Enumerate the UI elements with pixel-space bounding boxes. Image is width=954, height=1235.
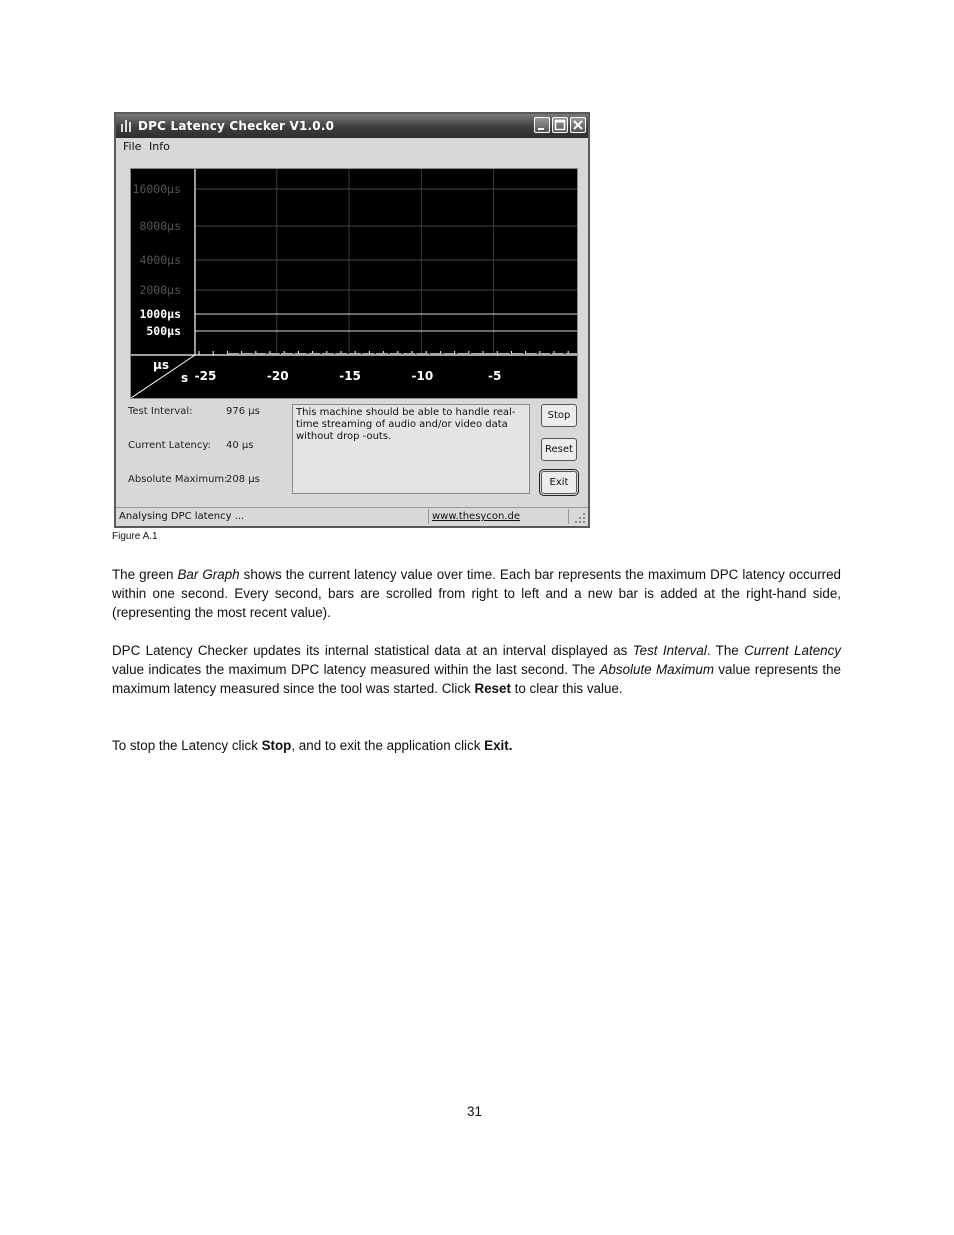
status-message-box: This machine should be able to handle real-time streaming of audio and/or video data without drop -outs. xyxy=(292,404,530,494)
latency-bar xyxy=(322,353,334,355)
stop-button[interactable]: Stop xyxy=(541,404,577,427)
paragraph-statistics xyxy=(112,641,841,698)
paragraph-run: , and to exit the application click xyxy=(291,738,485,753)
y-axis-label: 500µs xyxy=(146,324,181,338)
close-icon[interactable] xyxy=(570,117,586,133)
x-tick-label: -25 xyxy=(194,369,217,383)
latency-bar xyxy=(335,353,347,355)
paragraph-run: To stop the Latency click xyxy=(112,738,262,753)
paragraph-run: Current Latency xyxy=(744,643,842,658)
current-latency-value: 40 µs xyxy=(226,440,254,451)
test-interval-value: 976 µs xyxy=(226,406,260,417)
app-window xyxy=(114,112,590,528)
current-latency-label: Current Latency: xyxy=(128,440,211,451)
latency-bar xyxy=(552,353,564,355)
latency-bar xyxy=(444,353,456,355)
paragraph-run: value indicates the maximum DPC latency measured within the last second. The xyxy=(112,662,600,677)
title-bar[interactable] xyxy=(116,114,588,138)
maximize-icon[interactable] xyxy=(552,117,568,133)
test-interval-label: Test Interval: xyxy=(128,406,193,417)
latency-bar xyxy=(362,353,374,355)
paragraph-run: DPC Latency Checker updates its internal statistical data at an interval displayed as xyxy=(112,643,633,658)
paragraph-run: Absolute Maximum xyxy=(599,662,714,677)
menu-file[interactable]: File xyxy=(123,140,142,153)
window-title: DPC Latency Checker V1.0.0 xyxy=(138,119,335,133)
latency-bar xyxy=(268,353,280,355)
exit-button[interactable]: Exit xyxy=(541,471,577,494)
latency-bar xyxy=(376,353,388,355)
latency-bar xyxy=(281,353,293,355)
latency-bar xyxy=(295,353,307,355)
reset-button[interactable]: Reset xyxy=(541,438,577,461)
page-number: 31 xyxy=(467,1104,482,1119)
latency-bar xyxy=(417,353,429,355)
website-link[interactable]: www.thesycon.de xyxy=(432,511,520,522)
x-tick-label: -10 xyxy=(411,369,434,383)
paragraph-run: shows the current latency value over time. Each bar represents the maximum DPC latency occurred within one second. Every second, bars are scrolled from right to left and a new bar is added at the right-hand side, (representing the most recent value). xyxy=(112,567,842,620)
absolute-maximum-value: 208 µs xyxy=(226,474,260,485)
latency-bar xyxy=(457,353,469,355)
latency-bar xyxy=(403,353,415,355)
paragraph-stop-exit xyxy=(112,736,841,755)
paragraph-run: Exit. xyxy=(484,738,513,753)
latency-bar xyxy=(430,353,442,355)
y-axis-label: 4000µs xyxy=(139,253,181,267)
figure-caption: Figure A.1 xyxy=(112,531,158,542)
latency-bar xyxy=(525,353,537,355)
latency-bar xyxy=(471,353,483,355)
paragraph-run: value represents the maximum latency measured since the tool was started. Click xyxy=(112,662,841,696)
paragraph-run: Bar Graph xyxy=(177,567,240,582)
paragraph-run: to clear this value. xyxy=(510,681,623,696)
y-axis-label: 8000µs xyxy=(139,219,181,233)
y-axis-label: 16000µs xyxy=(132,182,181,196)
latency-bar-graph xyxy=(130,168,578,399)
latency-bar xyxy=(389,353,401,355)
absolute-maximum-label: Absolute Maximum: xyxy=(128,474,228,485)
latency-bar xyxy=(484,353,496,355)
x-unit-label: s xyxy=(181,371,189,385)
latency-bar xyxy=(227,353,239,355)
latency-bar xyxy=(498,353,510,355)
paragraph-bar-graph xyxy=(112,565,841,622)
latency-bar xyxy=(349,353,361,355)
status-text: Analysing DPC latency ... xyxy=(119,511,245,522)
paragraph-run: Test Interval xyxy=(632,643,707,658)
paragraph-run: Reset xyxy=(474,681,511,696)
status-bar xyxy=(116,507,588,526)
y-axis-label: 2000µs xyxy=(139,283,181,297)
paragraph-run: The green xyxy=(112,567,178,582)
menu-bar xyxy=(116,138,588,156)
resize-grip-icon[interactable] xyxy=(574,512,586,524)
x-tick-label: -20 xyxy=(266,369,289,383)
y-axis-label: 1000µs xyxy=(139,307,181,321)
status-divider xyxy=(428,509,429,524)
latency-bar xyxy=(511,353,523,355)
latency-bar xyxy=(538,353,550,355)
x-tick-label: -5 xyxy=(488,369,502,383)
menu-info[interactable]: Info xyxy=(149,140,170,153)
status-divider xyxy=(568,509,569,524)
paragraph-run: Stop xyxy=(261,738,292,753)
app-bars-icon xyxy=(121,120,133,132)
paragraph-run: . The xyxy=(706,643,745,658)
latency-bar xyxy=(308,353,320,355)
latency-bar xyxy=(565,353,577,355)
latency-bar xyxy=(254,353,266,355)
latency-chart-svg xyxy=(131,169,577,398)
y-unit-label: µs xyxy=(153,358,169,372)
minimize-icon[interactable] xyxy=(534,117,550,133)
latency-bar xyxy=(241,353,253,355)
x-tick-label: -15 xyxy=(339,369,361,383)
